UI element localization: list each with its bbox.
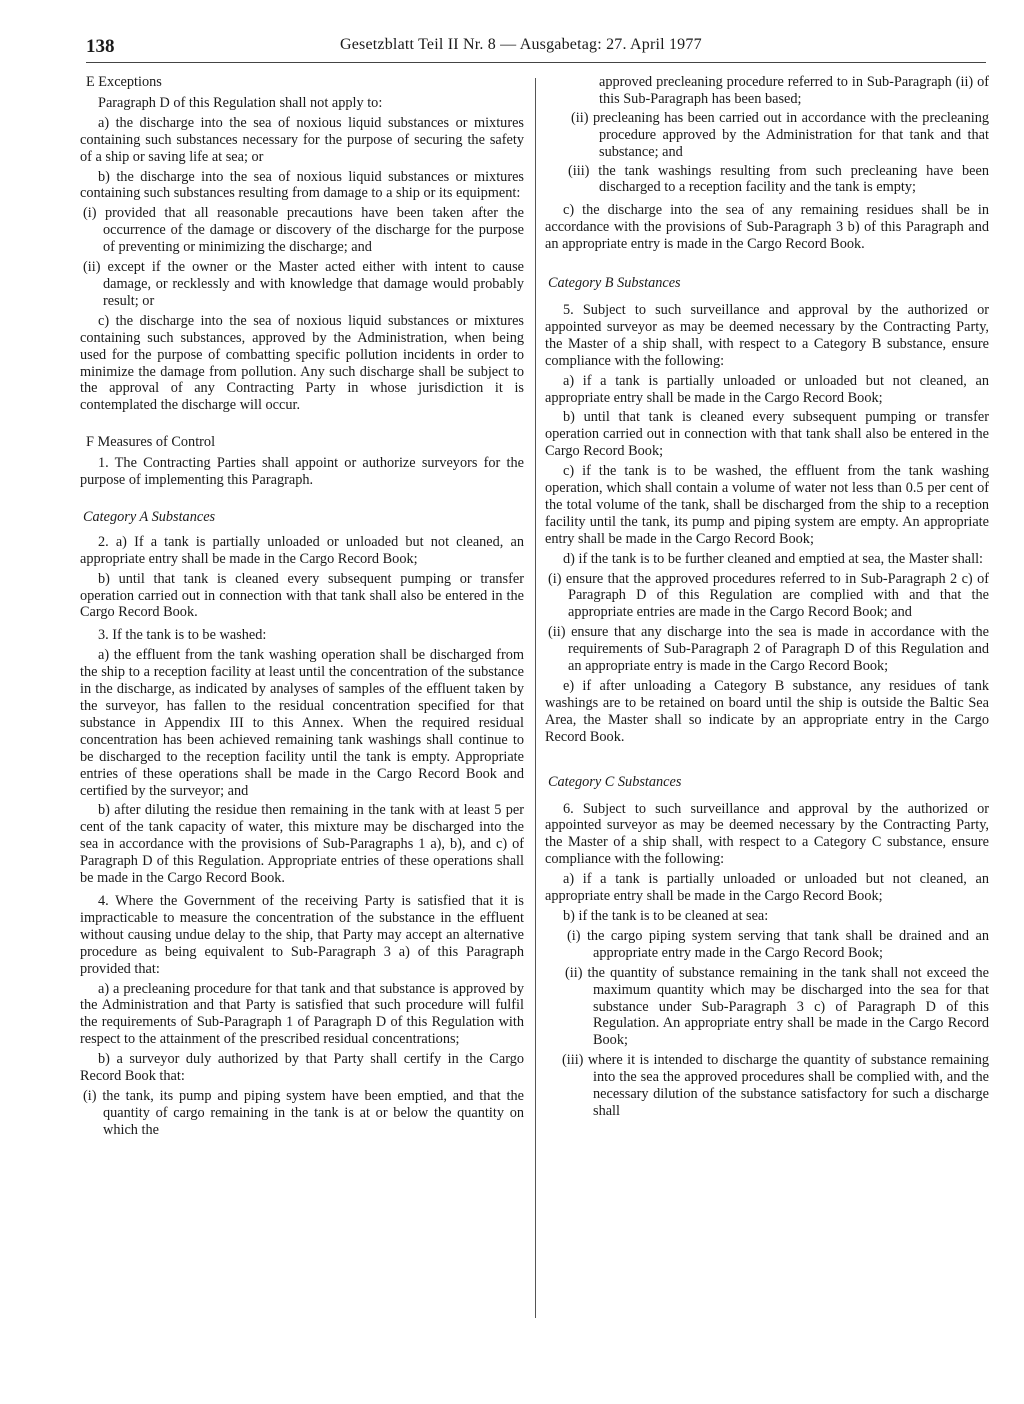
paragraph: b) after diluting the residue then remaining in the tank with at least 5 per cent of the tank capacity of water, this mixture may be discharged into the sea in accordance with the provisions of Sub-Paragraphs 1 a), b), and c) of Paragraph D of this Regulation. Appropriate entries of these operations shall be made in the Cargo Record Book. — [80, 802, 524, 887]
paragraph: 6. Subject to such surveillance and approval by the authorized or appointed surveyor as may be deemed necessary by the Contracting Party, the Master of a ship shall, with respect to a Category C substance, ensure compliance with the following: — [545, 800, 989, 868]
paragraph: e) if after unloading a Category B substance, any residues of tank washings are to be retained on board until the ship is outside the Baltic Sea Area, the Master shall so indicate by an appropriate entry in the Cargo Record Book. — [545, 678, 989, 745]
paragraph: b) if the tank is to be cleaned at sea: — [563, 907, 769, 924]
paragraph: d) if the tank is to be further cleaned and emptied at sea, the Master shall: — [563, 550, 984, 567]
list-item: (ii) the quantity of substance remaining in the tank shall not exceed the maximum quantity which may be discharged into the sea for that substance under Sub-Paragraph 3 c) of Paragraph D of this Regulation. An appropriate entry shall be made in the Cargo Record Book; — [565, 964, 989, 1049]
paragraph: 1. The Contracting Parties shall appoint or authorize surveyors for the purpose of implementing this Paragraph. — [80, 455, 524, 489]
category-heading: Category A Substances — [83, 508, 216, 525]
paragraph: c) the discharge into the sea of noxious liquid substances or mixtures containing such substances, approved by the Administration, when being used for the purpose of combatting specific pollution incidents in order to minimize the damage from pollution. Any such discharge shall be subject to the approval of any Contracting Party in whose jurisdiction it is contemplated the discharge will occur. — [80, 312, 524, 414]
list-item: (i) the cargo piping system serving that tank shall be drained and an appropriate entry made in the Cargo Record Book; — [567, 927, 989, 961]
list-item: (i) the tank, its pump and piping system have been emptied, and that the quantity of cargo remaining in the tank is at or below the quantity on which the — [83, 1087, 524, 1138]
section-heading-measures-of-control: F Measures of Control — [86, 434, 216, 451]
running-head: Gesetzblatt Teil II Nr. 8 — Ausgabetag: 27. April 1977 — [340, 36, 702, 53]
paragraph: a) if a tank is partially unloaded or unloaded but not cleaned, an appropriate entry shall be made in the Cargo Record Book; — [545, 372, 989, 406]
paragraph: a) if a tank is partially unloaded or unloaded but not cleaned, an appropriate entry shall be made in the Cargo Record Book; — [545, 871, 989, 905]
column-divider — [535, 78, 536, 1318]
left-column — [80, 74, 524, 1139]
list-item: (ii) ensure that any discharge into the sea is made in accordance with the requirements of Sub-Paragraph 2 of Paragraph D of this Regulation and an appropriate entry is made in the Cargo Record Book; — [548, 624, 989, 675]
paragraph: 2. a) If a tank is partially unloaded or unloaded but not cleaned, an appropriate entry shall be made in the Cargo Record Book; — [80, 533, 524, 567]
paragraph: c) the discharge into the sea of any remaining residues shall be in accordance with the provisions of Sub-Paragraph 3 b) of this Paragraph and an appropriate entry is made in the Cargo Record Book. — [545, 202, 989, 253]
right-column — [545, 74, 989, 1120]
page-number: 138 — [86, 36, 115, 57]
category-heading: Category C Substances — [548, 773, 682, 790]
paragraph: b) a surveyor duly authorized by that Party shall certify in the Cargo Record Book that: — [80, 1051, 524, 1085]
list-item: (ii) except if the owner or the Master acted either with intent to cause damage, or recklessly and with knowledge that damage would probably result; or — [83, 259, 524, 309]
category-heading: Category B Substances — [548, 275, 681, 292]
paragraph: b) until that tank is cleaned every subsequent pumping or transfer operation carried out in connection with that tank shall also be entered in the Cargo Record Book; — [545, 409, 989, 460]
paragraph: a) a precleaning procedure for that tank and that substance is approved by the Administration and that Party is satisfied that such procedure will fulfil the requirements of Sub-Paragraph 1 of Paragraph D of this Regulation with respect to the attainment of the prescribed residual concentrations; — [80, 980, 524, 1048]
list-item: (i) ensure that the approved procedures referred to in Sub-Paragraph 2 c) of Paragraph D of this Regulation are complied with and that the appropriate entries are made in the Cargo Record Book; and — [548, 570, 989, 621]
list-item: (iii) where it is intended to discharge the quantity of substance remaining into the sea the approved procedures shall be complied with, and the necessary dilution of the substance satisfactory for such a discharge shall — [562, 1052, 989, 1119]
continued-text: approved precleaning procedure referred to in Sub-Paragraph (ii) of this Sub-Paragraph has been based; — [599, 74, 989, 107]
paragraph: 3. If the tank is to be washed: — [98, 627, 267, 644]
paragraph: 4. Where the Government of the receiving Party is satisfied that it is impracticable to measure the concentration of the substance in the effluent without causing undue delay to the ship, that Party may accept an alternative procedure as being equivalent to Sub-Paragraph 3 a) of this Paragraph provided that: — [80, 892, 524, 977]
paragraph: b) the discharge into the sea of noxious liquid substances or mixtures containing such substances resulting from damage to a ship or its equipment: — [80, 168, 524, 202]
page-header — [86, 36, 986, 62]
header-rule — [86, 62, 986, 63]
paragraph: Paragraph D of this Regulation shall not apply to: — [98, 94, 383, 111]
paragraph: c) if the tank is to be washed, the effluent from the tank washing operation, which shall contain a volume of water not less than 0.5 per cent of the total volume of the tank, shall be discharged from the ship to a reception facility until the tank, its pump and piping system are empty. An appropriate entry shall be made in the Cargo Record Book; — [545, 463, 989, 547]
list-item: (i) provided that all reasonable precautions have been taken after the occurrence of the damage or discovery of the discharge for the purpose of preventing or minimizing the discharge; and — [83, 205, 524, 256]
section-heading-exceptions: E Exceptions — [86, 74, 162, 90]
paragraph: 5. Subject to such surveillance and approval by the authorized or appointed surveyor as may be deemed necessary by the Contracting Party, the Master of a ship shall, with respect to a Category B substance, ensure compliance with the following: — [545, 301, 989, 369]
list-item: (iii) the tank washings resulting from such precleaning have been discharged to a reception facility and the tank is empty; — [568, 162, 989, 196]
paragraph: b) until that tank is cleaned every subsequent pumping or transfer operation carried out in connection with that tank shall also be entered in the Cargo Record Book. — [80, 570, 524, 621]
list-item: (ii) precleaning has been carried out in accordance with the precleaning procedure approved by the Administration for that tank and that substance; and — [571, 109, 989, 160]
paragraph: a) the effluent from the tank washing operation shall be discharged from the ship to a reception facility at least until the concentration of the substance in the discharge, as indicated by analyses of samples of the effluent taken by the surveyor, has fallen to the residual concentration specified for that substance in Appendix III to this Annex. When the required residual concentration has been achieved remaining tank washings shall continue to be discharged to the reception facility until the tank is empty. Appropriate entries of these operations shall be made in the Cargo Record Book and certified by the surveyor; and — [80, 647, 524, 799]
paragraph: a) the discharge into the sea of noxious liquid substances or mixtures containing such substances necessary for the purpose of securing the safety of a ship or saving life at sea; or — [80, 114, 524, 165]
